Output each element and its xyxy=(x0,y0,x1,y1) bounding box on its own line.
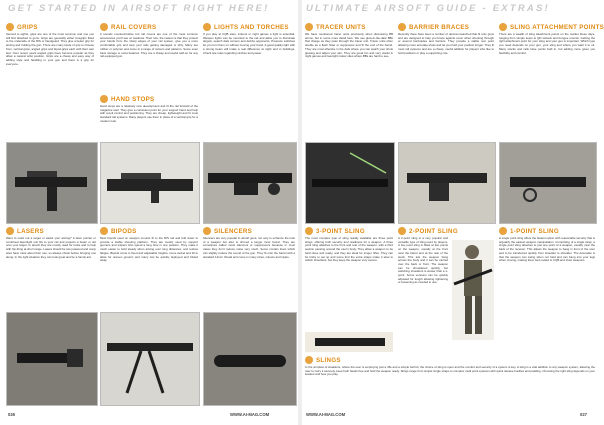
section-title: 2-POINT SLING xyxy=(409,227,458,235)
section-title: SLING ATTACHMENT POINTS xyxy=(510,23,604,31)
section-text: A 2-point sling is a very popular and versatile type of sling used by players. A two point sling is fitted at two points on the weapon, usually at the front near the barrel and at the rear of the stock. This lets the weapon hang across the body and it can be carried over the back or front. The weapon can be shouldered quickly, but switching shoulders is slower than a 1-point. Some versions can be quickly adjusted for length allowing tightening or loosening as needed in use. xyxy=(398,236,448,285)
sling-icon xyxy=(499,227,507,235)
section-3-point-sling xyxy=(305,226,393,334)
section-text: A single point sling offers the fastest option with reasonable security that is arguably the easiest weapon manipulation. Comprising of a single strap, a single point sling attaches to just one point of a weapon, usually near the back of the receiver. This allows the weapon to hang in front of the user and to be transferred quickly from shoulder to shoulder. The downside is that the weapon can swing when not held and can bang into your legs when moving, making them best suited to CQB and short weapons. xyxy=(499,236,595,263)
section-sling-attachment xyxy=(499,22,604,140)
tracer-photo xyxy=(305,142,395,224)
section-text: Recently there have been a number of devices launched that fit onto guns and are designed to help you brace against cover when shooting through or around barricades and barriers. They provide a stable rest point allowing more accurate shots and let you hold your position longer. They fit most rail systems and are a cheap, useful addition for players who like to hold positions or play a supporting role. xyxy=(398,32,494,55)
section-silencers xyxy=(203,226,295,310)
silencer-icon xyxy=(203,227,211,235)
section-title: BARRIER BRACES xyxy=(409,23,470,31)
laser-icon xyxy=(6,227,14,235)
section-title: SILENCERS xyxy=(214,227,253,235)
sling-attachment-photo xyxy=(499,142,597,224)
grip-photo xyxy=(6,142,98,224)
grip-photo-art xyxy=(7,143,97,223)
handstop-photo xyxy=(100,142,200,224)
section-2-point-sling xyxy=(398,226,458,346)
section-1-point-sling xyxy=(499,226,595,344)
section-text: Want to mark out a target or assist your aiming? A laser pointer or combined laser/light unit fits to your rail and projects a beam or dot onto your target. In airsoft they are mostly used for looks and to help with hip-firing at short range. Lasers should be low powered and many sites have rules about their use, so always check before bringing one along. In the right situation they can look great and be a handy aid. xyxy=(6,236,96,259)
right-page-header: ULTIMATE AIRSOFT GUIDE - EXTRAS! xyxy=(306,3,550,14)
laser-photo xyxy=(6,312,98,406)
section-title: SLINGS xyxy=(316,356,341,364)
section-text: If you play at CQB sites, indoors or night games a light is essential. Weapon lights can be mounted to the rail and allow you to illuminate targets, search dark corners and dazzle opponents. Pressure switches let you turn them on without moving your hand. A good quality light with a strong beam will make a real difference at night and in buildings. Check site rules regarding strobes and power. xyxy=(203,32,295,55)
sling-icon xyxy=(305,227,313,235)
section-text: We have mentioned tracer units previously when discussing BB ammo, but in some more detail here. We use glow-in-the-dark BBs that charge as they pass through the tracer unit. Tracer units often double as a flash hider or suppressor and fit the end of the barrel. They are most effective in the dark where you can watch your shots glowing and adjust your aim. They are great fun and very useful in night games and low-light indoor sites where BBs are hard to see. xyxy=(305,32,393,59)
light-photo xyxy=(203,142,297,224)
sling-attachment-icon xyxy=(499,23,507,31)
soldier-art xyxy=(452,240,494,340)
section-text: Most bipods used on weapon mounts fit to the RIS rail and fold down to provide a stable shooting platform. They are mostly used by support gunners and snipers who spend a long time in one position. They make it much easier to hold steady when aiming over long distances, and reduce fatigue. Bipods come in fixed and adjustable heights, some swivel and tilt to allow for uneven ground, and many can be quickly deployed and folded away. xyxy=(100,236,198,263)
barrier-photo xyxy=(398,142,496,224)
section-bipods xyxy=(100,226,198,310)
section-grips xyxy=(6,22,94,137)
section-text: There are a wealth of sling attachment points on the market these days, ranging from simple loops to QD swivels and bungee mounts. Getting the right attachment point for your sling and your gun is important. Which type you need depends on your gun, your sling and where you want it to sit. Many stocks and rails have points built in, but adding more gives you flexibility and comfort. xyxy=(499,32,595,55)
footer-url-right: WWW.AI-MAG.COM xyxy=(306,412,346,417)
hand-stop-icon xyxy=(100,95,108,103)
laser-photo-art xyxy=(7,313,97,405)
section-lasers xyxy=(6,226,96,304)
soldier-2-point-photo xyxy=(452,240,494,340)
section-text: Second to sights, grips are one of the most common and one you will find attached to guns. Grips are generally either foregrips fitted to the underside of the RIS or handguard. They give a better grip for aiming and holding the gun. There are many kinds of grip to choose from, vertical grips, angled grips and bipod-grips each with their own feel. Over recent years angled grips have become popular as they allow a natural wrist position. Grips are a cheap and easy way of adding style and handling to your gun and there is a grip for everyone. xyxy=(6,32,94,66)
section-text: The most complex type of sling readily available are three point slings, offering both security and readiness for a weapon. A three point sling attaches to the front and rear of the weapon, with a third section passing around the user's body. They allow a weapon to be held close and ready, and they are ideal for longer rifles. They can be tricky to set up and some find the extra straps make it slow to switch shoulders, but they keep the weapon very secure. xyxy=(305,236,393,263)
section-rail-covers xyxy=(100,22,198,92)
torch-icon xyxy=(203,23,211,31)
section-title: LIGHTS AND TORCHES xyxy=(214,23,289,31)
bipod-photo-art xyxy=(101,313,199,405)
tracer-photo-art xyxy=(306,143,394,223)
bipod-photo xyxy=(100,312,200,406)
light-photo-art xyxy=(204,143,296,223)
left-page-header: GET STARTED IN AIRSOFT RIGHT HERE! xyxy=(8,3,270,14)
page-number-left: 026 xyxy=(8,412,15,417)
section-text: Silencers are very popular in airsoft guns, not only to enhance the look of a weapon but also to shroud a longer inner barrel. They are sometimes called mock silencers or suppressors because in most cases they don't reduce noise very much. Some contain foam which can slightly reduce the sound of the gun. They fit onto the barrel with a standard 14mm thread and come in many sizes, colours and styles. xyxy=(203,236,295,259)
section-lights xyxy=(203,22,295,140)
section-title: 3-POINT SLING xyxy=(316,227,365,235)
sling-icon xyxy=(305,356,313,364)
grip-icon xyxy=(6,23,14,31)
barrier-icon xyxy=(398,23,406,31)
section-title: BIPODS xyxy=(111,227,137,235)
section-title: RAIL COVERS xyxy=(111,23,157,31)
section-hand-stops xyxy=(100,94,198,142)
section-title: TRACER UNITS xyxy=(316,23,366,31)
silencer-photo xyxy=(203,312,297,406)
tracer-icon xyxy=(305,23,313,31)
section-barrier-braces xyxy=(398,22,494,140)
sling-icon xyxy=(398,227,406,235)
section-title: GRIPS xyxy=(17,23,38,31)
section-text: Hand stops are a relatively new development and fit the rail forward of the magazine well. They give a consistent point for your support hand and help with recoil control and positioning. They are cheap, lightweight and fit most standard rail systems. Many players use them in place of a vertical grip for a modern look. xyxy=(100,104,198,123)
section-title: HAND STOPS xyxy=(111,95,155,103)
sling-3point-photo xyxy=(305,332,393,352)
sling-3point-art xyxy=(305,332,393,352)
sling-attachment-photo-art xyxy=(500,143,596,223)
rail-cover-icon xyxy=(100,23,108,31)
section-title: LASERS xyxy=(17,227,44,235)
section-title: 1-POINT SLING xyxy=(510,227,559,235)
section-tracer xyxy=(305,22,393,140)
section-text: In the simplest of situations, where the user is employing just a rifle and a simple belt kit, the choice of sling is open and the comfort and security of a system is key. A sling is a vital addition to any weapon system, allowing the user to carry it securely, keep both hands free and hold the weapon ready. Slings range from simple single straps to complex multi point systems with quick release buckles and padding. Choosing the right sling depends on your loadout and how you play. xyxy=(305,365,595,377)
bipod-icon xyxy=(100,227,108,235)
page-number-right: 027 xyxy=(580,412,587,417)
barrier-photo-art xyxy=(399,143,495,223)
handstop-photo-art xyxy=(101,143,199,223)
silencer-photo-art xyxy=(204,313,296,405)
footer-url-left: WWW.AI-MAG.COM xyxy=(230,412,270,417)
page-gutter xyxy=(298,0,302,425)
section-slings xyxy=(305,355,595,407)
section-text: It sounds counterintuitive but rail covers are one of the most common accessories you'll see on loadouts. Their role, the reason is that they protect your hands from the sharp edges of your rail system, give you a more comfortable grip and stop your rails getting damaged or dirty. Many are rubber or polymer and come in a range of colours and patterns. Some even have storage or extra features. They are a cheap and useful add-on for any rail equipped gun. xyxy=(100,32,198,59)
